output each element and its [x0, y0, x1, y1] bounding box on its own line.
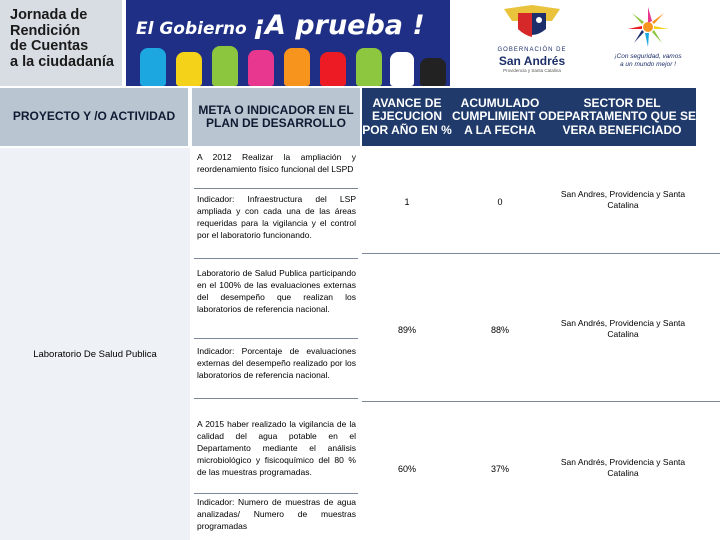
column-header-cumulative: ACUMULADO CUMPLIMIENT O A LA FECHA [452, 88, 548, 146]
column-header-project: PROYECTO Y /O ACTIVIDAD [0, 88, 188, 146]
hand-icon [248, 50, 274, 86]
hand-icon [320, 52, 346, 86]
slogan-logo [608, 3, 688, 83]
raised-hands-illustration [126, 40, 450, 86]
campaign-banner [126, 0, 450, 86]
indicator-cell: Indicador: Porcentaje de evaluaciones externas del desempeño realizado por los laboratorios de referencia nacional. [194, 343, 358, 399]
indicator-cell: Indicador: Infraestructura del LSP ampliada y con cada una de las áreas requeridas para la vigilancia y el control por el laboratorio funcionando. [194, 191, 358, 259]
row-divider [362, 253, 720, 254]
goal-cell: Laboratorio de Salud Publica participando en el 100% de las evaluaciones externas del desempeño que realizan los laboratorios de referencia nacional. [194, 265, 358, 339]
project-name: Laboratorio De Salud Publica [33, 348, 157, 360]
progress-value: 89% [397, 325, 416, 335]
sector-value: San Andrés, Providencia y Santa Catalina [560, 457, 686, 478]
coat-of-arms-icon [492, 3, 572, 43]
sector-value: San Andres, Providencia y Santa Catalina [560, 189, 686, 210]
governorship-logo: GOBERNACIÓN DE San Andrés Providencia y Santa Catalina [492, 3, 572, 83]
hand-icon [176, 52, 202, 86]
cumulative-value: 37% [490, 464, 509, 474]
hand-icon [390, 52, 414, 86]
progress-value: 1 [404, 197, 410, 207]
sector-value: San Andrés, Providencia y Santa Catalina [560, 318, 686, 339]
column-header-progress: AVANCE DE EJECUCION POR AÑO EN % [362, 88, 452, 146]
goal-cell: A 2015 haber realizado la vigilancia de la calidad del agua potable en el Departamento mediante el análisis microbiológico y fisicoquímico del 80 % de las muestras programadas. [194, 416, 358, 494]
hand-icon [212, 46, 238, 86]
cumulative-value: 0 [497, 197, 503, 207]
hand-icon [284, 48, 310, 86]
sun-figure-icon [608, 3, 688, 51]
progress-value: 60% [397, 464, 416, 474]
hand-icon [420, 58, 446, 86]
column-header-sector: SECTOR DEL DEPARTAMENTO QUE SE VERA BENEFICIADO [548, 88, 696, 146]
banner-title: El Gobierno ¡A prueba ! [136, 10, 425, 41]
slogan: ¡Con seguridad, vamos a un mundo mejor ! [614, 53, 682, 68]
project-cell [0, 148, 190, 540]
goal-cell: A 2012 Realizar la ampliación y reordenamiento físico funcional del LSPD [194, 149, 358, 189]
header [0, 0, 720, 86]
column-header-goal: META O INDICADOR EN EL PLAN DE DESARROLLO [192, 88, 360, 146]
indicator-cell: Indicador: Numero de muestras de agua analizadas/ Numero de muestras programadas [197, 497, 356, 531]
hand-icon [356, 48, 382, 86]
row-divider [362, 401, 720, 402]
cumulative-value: 88% [490, 325, 509, 335]
hand-icon [140, 48, 166, 86]
event-title: Jornada de Rendición de Cuentas a la ciudadanía [0, 0, 122, 86]
